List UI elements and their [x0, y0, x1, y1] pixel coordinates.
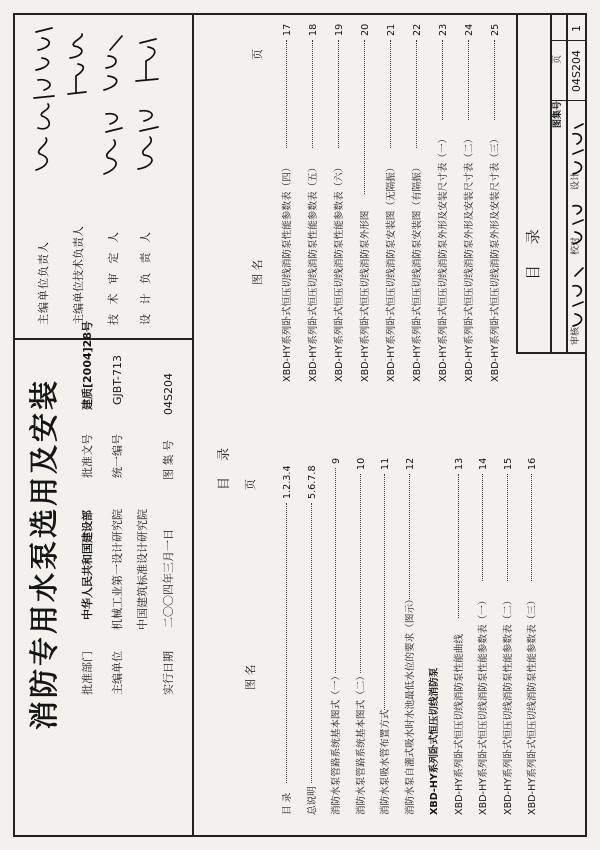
- toc-entry-page: 13: [453, 457, 465, 470]
- titleblock-line: [552, 40, 587, 41]
- titleblock-line: [566, 13, 568, 353]
- date-label: 实行日期: [162, 651, 175, 695]
- signature-design-chief: [130, 35, 166, 175]
- personnel-role: 技 术 审 定 人: [107, 229, 120, 325]
- toc-entry-page: 12: [404, 457, 416, 470]
- toc-leader-dots: [311, 503, 312, 784]
- titleblock-design-label: 设计: [571, 171, 581, 190]
- toc-column-title: 图 名: [244, 664, 257, 690]
- toc-entry-page: 10: [355, 457, 367, 470]
- toc-entry-title: XBD-HY系列卧式恒压切线消防泵性能曲线: [453, 634, 465, 815]
- approval-doc-label: 批准文号: [81, 434, 94, 478]
- toc-leader-dots: [507, 474, 508, 581]
- toc-entry-title: 总说明: [306, 786, 318, 815]
- approval-doc: 建质[2004]28号: [81, 321, 94, 410]
- toc-entry-page: 15: [502, 457, 514, 470]
- toc-entry-page: 20: [360, 23, 371, 36]
- toc-entry-page: 16: [527, 457, 538, 470]
- signature-tech-chief: [62, 30, 92, 100]
- toc-leader-dots: [482, 474, 483, 581]
- toc-column-page-right: 页: [251, 49, 264, 60]
- toc-entry-page: 5.6.7.8: [306, 465, 318, 499]
- toc-heading: 目 录: [217, 441, 232, 490]
- titleblock-line: [550, 13, 552, 353]
- toc-leader-dots: [494, 40, 495, 121]
- toc-leader-dots: [312, 40, 313, 148]
- toc-column-page: 页: [244, 479, 257, 490]
- toc-entry-title: 目 录: [282, 792, 293, 815]
- toc-entry-title: 消防水泵吸水管布置方式: [380, 709, 391, 815]
- toc-entry-title: XBD-HY系列卧式恒压切线消防泵性能参数表（三）: [527, 595, 538, 815]
- approval-dept-label: 批准部门: [81, 651, 94, 695]
- toc-leader-dots: [409, 474, 410, 600]
- toc-entry-page: 9: [331, 457, 342, 464]
- personnel-role: 设 计 负 责 人: [139, 229, 152, 325]
- titleblock-line: [516, 352, 587, 354]
- titleblock-page: 1: [570, 25, 583, 32]
- editor-label: 主编单位: [111, 651, 124, 695]
- toc-entry-title: XBD-HY系列卧式恒压切线消防泵性能参数表（六）: [334, 162, 345, 382]
- titleblock-check-label: 校对: [571, 236, 581, 255]
- toc-leader-dots: [335, 468, 336, 673]
- code-value: GJBT-713: [111, 355, 124, 405]
- code-label: 统一编号: [111, 434, 124, 478]
- toc-entry-title: XBD-HY系列卧式恒压切线消防泵安装图（有隔振）: [412, 162, 423, 382]
- toc-leader-dots: [286, 503, 287, 784]
- toc-leader-dots: [384, 474, 385, 710]
- toc-leader-dots: [338, 40, 339, 148]
- toc-entry-page: 14: [478, 457, 489, 470]
- toc-leader-dots: [360, 474, 361, 673]
- toc-entry-title: 消防水泵自灌式吸水时水池最低水位的要求（图示）: [404, 594, 416, 815]
- toc-entry-title: XBD-HY系列卧式恒压切线消防泵外形图: [360, 210, 371, 382]
- toc-entry-page: 17: [282, 23, 293, 36]
- signature-design: [569, 120, 587, 180]
- titleblock-title: 目 录: [524, 221, 542, 280]
- toc-entry-page: 11: [380, 457, 391, 470]
- toc-entry-title: 消防水泵管路系统基本图式（二）: [355, 671, 367, 815]
- toc-entry-title: XBD-HY系列卧式恒压切线消防泵安装图（无隔振）: [386, 162, 397, 382]
- toc-leader-dots: [468, 40, 469, 121]
- toc-leader-dots: [286, 40, 287, 148]
- toc-leader-dots: [390, 40, 391, 148]
- toc-leader-dots: [442, 40, 443, 121]
- document-title: 消防专用水泵选用及安装: [27, 377, 61, 730]
- atlas-value: 04S204: [162, 373, 175, 415]
- toc-entry-title: XBD-HY系列卧式恒压切线消防泵外形及安装尺寸表（二）: [464, 133, 475, 382]
- personnel-role: 主编单位技术负责人: [72, 226, 85, 325]
- signature-chief-editor: [28, 20, 62, 180]
- toc-entry-page: 19: [334, 23, 345, 36]
- toc-entry-title: XBD-HY系列卧式恒压切线消防泵性能参数表（一）: [478, 595, 489, 815]
- toc-entry-title: XBD-HY系列卧式恒压切线消防泵外形及安装尺寸表（三）: [490, 133, 501, 382]
- atlas-label: 图 集 号: [162, 440, 175, 480]
- toc-entry-title: XBD-HY系列卧式恒压切线消防泵性能参数表（二）: [502, 595, 514, 815]
- toc-entry-title: XBD-HY系列卧式恒压切线消防泵外形及安装尺寸表（一）: [438, 133, 449, 382]
- editor-unit-2: 中国建筑标准设计研究院: [136, 509, 149, 630]
- toc-entry-title: XBD-HY系列卧式恒压切线消防泵性能参数表（五）: [308, 162, 319, 382]
- toc-leader-dots: [531, 474, 532, 581]
- signature-check: [569, 200, 587, 250]
- toc-entry-page: 23: [438, 23, 449, 36]
- toc-entry-page: 24: [464, 23, 475, 36]
- approval-dept: 中华人民共和国建设部: [81, 510, 94, 620]
- titleblock-line: [516, 13, 518, 353]
- toc-leader-dots: [416, 40, 417, 148]
- personnel-role: 主编单位负责人: [37, 241, 50, 325]
- toc-entry-page: 21: [386, 23, 397, 36]
- divider-horizontal: [13, 338, 193, 340]
- toc-entry-page: 25: [490, 23, 501, 36]
- toc-entry-page: 18: [308, 23, 319, 36]
- toc-entry-title: 消防水泵管路系统基本图式（一）: [331, 671, 342, 815]
- titleblock-page-label: 页: [553, 54, 563, 64]
- date-value: 二〇〇四年三月一日: [162, 529, 175, 628]
- toc-entry-page: 1.2.3.4: [282, 465, 293, 499]
- titleblock-atlas: 04S204: [570, 50, 583, 92]
- titleblock-review-label: 审核: [571, 326, 581, 345]
- toc-entry-title: XBD-HY系列卧式恒压切线消防泵性能参数表（四）: [282, 162, 293, 382]
- signature-tech-review: [96, 30, 130, 180]
- editor-unit: 机械工业第一设计研究院: [111, 509, 124, 630]
- toc-entry-title: XBD-HY系列卧式恒压切线消防泵: [429, 667, 440, 815]
- toc-column-title-right: 图 名: [251, 259, 264, 285]
- titleblock-atlas-label: 图集号: [553, 100, 563, 128]
- toc-entry-page: 22: [412, 23, 423, 36]
- toc-leader-dots: [458, 474, 459, 618]
- signature-review: [569, 262, 587, 332]
- divider-vertical: [192, 13, 194, 837]
- toc-leader-dots: [364, 40, 365, 194]
